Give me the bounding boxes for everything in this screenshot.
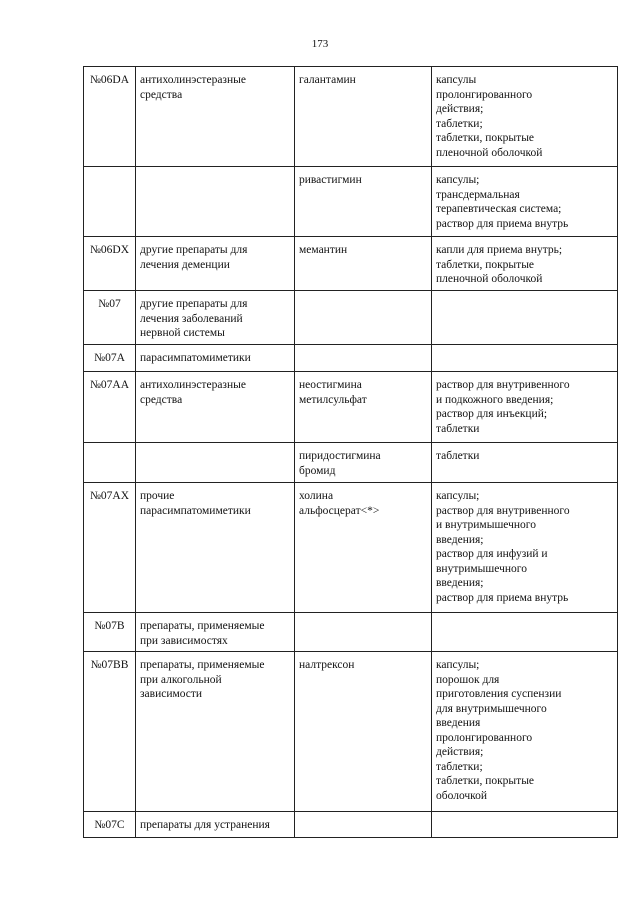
form-line: раствор для инфузий и — [436, 548, 548, 560]
substance-cell — [295, 291, 432, 345]
atc-code-cell — [84, 167, 136, 237]
substance-cell — [295, 372, 432, 443]
group-cell — [136, 613, 295, 652]
form-line: капсулы; — [436, 659, 480, 671]
form-line: таблетки, покрытые — [436, 775, 535, 787]
substance-cell — [295, 613, 432, 652]
forms-cell — [432, 67, 618, 167]
group-cell — [136, 652, 295, 812]
form-line: таблетки — [436, 422, 480, 435]
forms-cell — [432, 652, 618, 812]
atc-code-cell: №07АА — [84, 372, 136, 443]
forms-cell — [432, 372, 618, 443]
table-row — [84, 372, 618, 443]
substance-cell — [295, 812, 432, 838]
group-line: антихолинэстеразные — [140, 379, 246, 391]
form-line: приготовления суспензии — [436, 688, 562, 700]
group-line: средства — [140, 88, 183, 101]
group-line: при зависимостях — [140, 634, 228, 647]
group-cell — [136, 812, 295, 838]
table-row — [84, 291, 618, 345]
form-line: таблетки; — [436, 117, 483, 130]
table-row — [84, 345, 618, 372]
forms-cell — [432, 237, 618, 291]
table-row — [84, 67, 618, 167]
form-line: и подкожного введения; — [436, 393, 554, 406]
forms-cell — [432, 812, 618, 838]
substance-line: неостигмина — [299, 379, 362, 391]
substance-line: холина — [299, 490, 334, 502]
group-line: нервной системы — [140, 327, 225, 339]
page-number: 173 — [311, 38, 329, 50]
group-cell — [136, 443, 295, 483]
form-line: таблетки, покрытые — [436, 132, 535, 144]
table-row — [84, 652, 618, 812]
group-cell — [136, 291, 295, 345]
form-line: внутримышечного — [436, 562, 527, 575]
form-line: таблетки; — [436, 760, 483, 773]
group-line: препараты для устранения — [140, 819, 270, 831]
substance-line: галантамин — [299, 74, 356, 86]
drug-table — [83, 66, 618, 838]
group-line: антихолинэстеразные — [140, 74, 246, 86]
form-line: раствор для приема внутрь — [436, 217, 569, 230]
forms-cell — [432, 167, 618, 237]
form-line: таблетки, покрытые — [436, 258, 535, 271]
substance-line: бромид — [299, 464, 336, 477]
group-line: другие препараты для — [140, 298, 248, 310]
form-line: капсулы — [436, 74, 477, 86]
atc-code-cell: №07А — [84, 345, 136, 372]
form-line: действия; — [436, 103, 484, 115]
group-cell — [136, 237, 295, 291]
substance-cell — [295, 652, 432, 812]
group-line: средства — [140, 393, 183, 406]
table-row — [84, 613, 618, 652]
group-line: препараты, применяемые — [140, 659, 265, 671]
form-line: введения — [436, 717, 481, 729]
form-line: капсулы; — [436, 174, 480, 186]
table-row — [84, 237, 618, 291]
form-line: оболочкой — [436, 789, 488, 802]
forms-cell — [432, 345, 618, 372]
form-line: раствор для инъекций; — [436, 408, 548, 420]
form-line: трансдермальная — [436, 188, 520, 201]
form-line: пленочной оболочкой — [436, 146, 543, 159]
table-body — [84, 67, 618, 838]
table-row — [84, 483, 618, 613]
table-row — [84, 167, 618, 237]
form-line: введения; — [436, 577, 484, 589]
group-cell — [136, 345, 295, 372]
atc-code-cell: №07АХ — [84, 483, 136, 613]
atc-code-cell: №07 — [84, 291, 136, 345]
form-line: терапевтическая система; — [436, 203, 562, 215]
substance-line: ривастигмин — [299, 174, 362, 186]
atc-code-cell: №06DA — [84, 67, 136, 167]
group-line: при алкогольной — [140, 673, 222, 686]
substance-cell — [295, 443, 432, 483]
form-line: действия; — [436, 746, 484, 758]
forms-cell — [432, 613, 618, 652]
atc-code-cell: №06DX — [84, 237, 136, 291]
atc-code-cell: №07С — [84, 812, 136, 838]
form-line: пролонгированного — [436, 88, 533, 101]
form-line: раствор для приема внутрь — [436, 591, 569, 604]
substance-cell — [295, 167, 432, 237]
atc-code-cell: №07ВВ — [84, 652, 136, 812]
form-line: введения; — [436, 533, 484, 546]
substance-line: мемантин — [299, 244, 348, 256]
group-cell — [136, 483, 295, 613]
substance-cell — [295, 345, 432, 372]
group-line: другие препараты для — [140, 244, 248, 256]
substance-line: налтрексон — [299, 659, 355, 671]
form-line: раствор для внутривенного — [436, 504, 570, 517]
group-cell — [136, 167, 295, 237]
substance-line: пиридостигмина — [299, 450, 381, 462]
substance-line: метилсульфат — [299, 393, 367, 406]
group-line: парасимпатомиметики — [140, 352, 251, 364]
forms-cell — [432, 483, 618, 613]
table-row — [84, 443, 618, 483]
form-line: для внутримышечного — [436, 702, 547, 715]
form-line: раствор для внутривенного — [436, 379, 570, 391]
form-line: капсулы; — [436, 490, 480, 502]
substance-cell — [295, 237, 432, 291]
atc-code-cell: №07В — [84, 613, 136, 652]
form-line: и внутримышечного — [436, 519, 536, 531]
group-line: препараты, применяемые — [140, 620, 265, 632]
group-line: парасимпатомиметики — [140, 504, 251, 517]
form-line: пролонгированного — [436, 731, 533, 744]
group-cell — [136, 372, 295, 443]
substance-line: альфосцерат<*> — [299, 504, 380, 517]
form-line: порошок для — [436, 673, 500, 686]
substance-cell — [295, 483, 432, 613]
group-line: лечения деменции — [140, 258, 230, 271]
forms-cell — [432, 443, 618, 483]
form-line: капли для приема внутрь; — [436, 244, 563, 256]
form-line: пленочной оболочкой — [436, 273, 543, 285]
atc-code-cell — [84, 443, 136, 483]
group-line: лечения заболеваний — [140, 312, 243, 325]
group-line: прочие — [140, 490, 175, 502]
table-row — [84, 812, 618, 838]
group-cell — [136, 67, 295, 167]
substance-cell — [295, 67, 432, 167]
group-line: зависимости — [140, 688, 203, 700]
forms-cell — [432, 291, 618, 345]
form-line: таблетки — [436, 450, 480, 462]
